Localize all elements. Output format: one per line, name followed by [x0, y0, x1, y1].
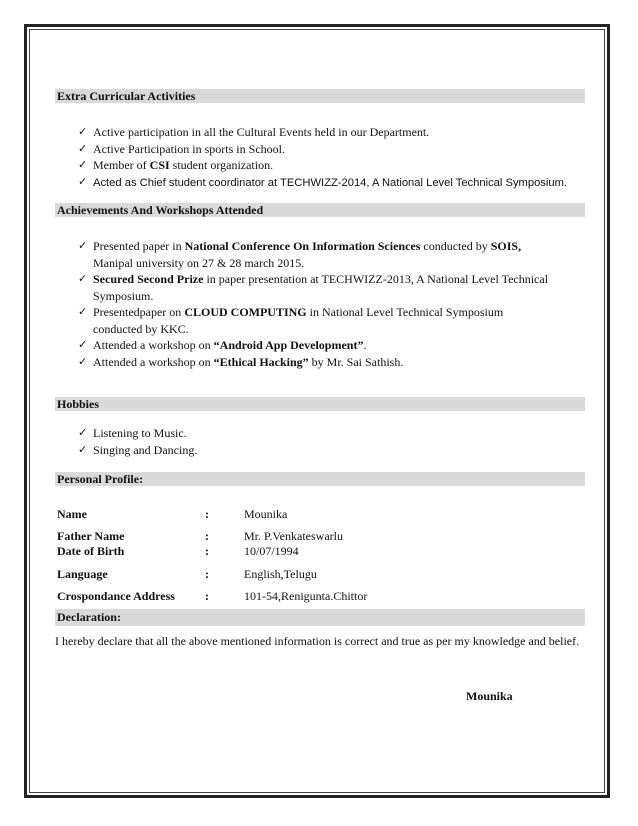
csi-emphasis: CSI — [149, 158, 170, 172]
checkmark-icon: ✓ — [78, 338, 88, 351]
checkmark-icon: ✓ — [78, 141, 88, 155]
profile-value: Mounika — [244, 507, 288, 521]
achievements-list — [78, 238, 588, 370]
profile-sep: : — [205, 544, 209, 558]
profile-sep: : — [205, 567, 209, 581]
checkmark-icon: ✓ — [78, 272, 88, 285]
profile-row-address — [57, 588, 577, 604]
profile-sep: : — [205, 507, 209, 521]
profile-row-father-name — [57, 528, 577, 544]
profile-row-dob — [57, 543, 577, 559]
checkmark-icon: ✓ — [78, 442, 88, 456]
list-item: ✓ Presented paper in National Conference On Information Sciences conducted by SOIS, Manipal university on 27 & 28 march 2015. — [78, 239, 522, 270]
declaration-text: I hereby declare that all the above mentioned information is correct and true as per my knowledge and belief. — [55, 634, 580, 648]
checkmark-icon: ✓ — [78, 174, 88, 188]
profile-key: Language — [57, 567, 108, 581]
list-item: ✓ Active Participation in sports in School. — [78, 141, 285, 156]
signature-name: Mounika — [466, 689, 513, 703]
profile-key: Name — [57, 507, 87, 521]
profile-row-name — [57, 506, 577, 522]
list-item: ✓ Secured Second Prize in paper presentation at TECHWIZZ-2013, A National Level Technical Symposium. — [78, 272, 549, 303]
profile-value: English,Telugu — [244, 567, 317, 581]
list-item: ✓ Listening to Music. — [78, 426, 187, 440]
list-item: ✓ Member of CSI student organization. — [78, 158, 274, 172]
list-item: ✓ Acted as Chief student coordinator at TECHWIZZ-2014, A National Level Technical Symposium. — [78, 174, 568, 189]
section-heading-hobbies: Hobbies — [55, 397, 585, 411]
section-heading-profile: Personal Profile: — [55, 472, 585, 486]
checkmark-icon: ✓ — [78, 125, 88, 138]
profile-sep: : — [205, 589, 209, 603]
profile-value: 10/07/1994 — [244, 544, 299, 558]
section-heading-declaration: Declaration: — [55, 609, 585, 626]
profile-value: Mr. P.Venkateswarlu — [244, 529, 343, 543]
checkmark-icon: ✓ — [78, 354, 88, 368]
profile-key: Father Name — [57, 529, 125, 543]
checkmark-icon: ✓ — [78, 426, 88, 439]
profile-value: 101-54,Renigunta.Chittor — [244, 589, 368, 603]
profile-key: Crospondance Address — [57, 589, 175, 603]
list-item: ✓ Attended a workshop on “Android App Development”. — [78, 338, 367, 352]
list-item: ✓ Singing and Dancing. — [78, 442, 198, 457]
checkmark-icon: ✓ — [78, 158, 88, 171]
checkmark-icon: ✓ — [78, 305, 88, 318]
profile-row-language — [57, 566, 577, 582]
profile-sep: : — [205, 529, 209, 543]
checkmark-icon: ✓ — [78, 239, 88, 252]
section-heading-achievements: Achievements And Workshops Attended — [55, 203, 585, 217]
list-item: ✓ Presentedpaper on CLOUD COMPUTING in National Level Technical Symposium conducted by KKC. — [78, 305, 504, 336]
list-item: ✓ Active participation in all the Cultural Events held in our Department. — [78, 125, 430, 139]
hobbies-list — [78, 425, 588, 458]
section-heading-extra-curricular: Extra Curricular Activities — [55, 89, 585, 103]
extra-curricular-list — [78, 124, 588, 191]
list-item: ✓ Attended a workshop on “Ethical Hacking” by Mr. Sai Sathish. — [78, 354, 404, 369]
profile-key: Date of Birth — [57, 544, 125, 558]
